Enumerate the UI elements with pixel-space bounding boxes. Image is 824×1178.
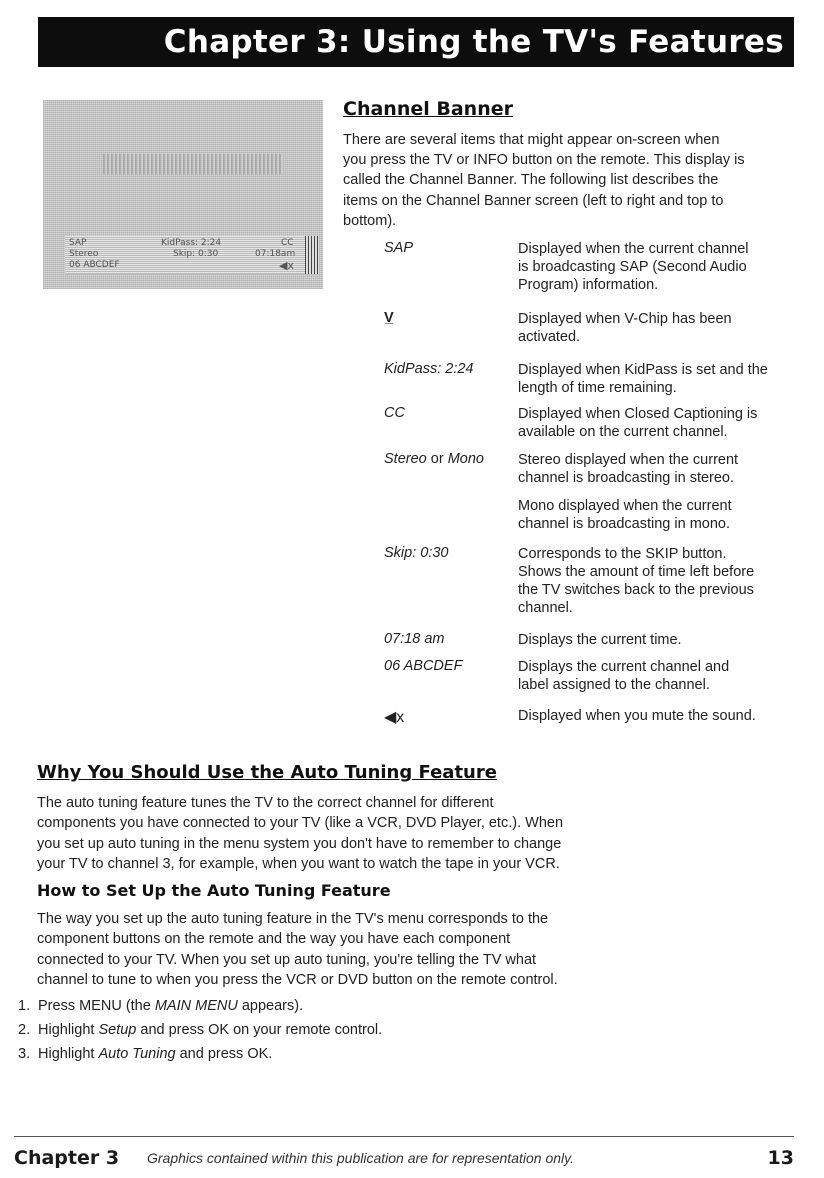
onscreen-banner: [65, 236, 319, 274]
step-text: and press OK on your remote control.: [136, 1022, 383, 1038]
desc-line: Displayed when the current channel: [518, 241, 749, 257]
desc-line: activated.: [518, 329, 581, 345]
item-key-skip: Skip: 0:30: [384, 545, 449, 561]
item-desc-time: [518, 631, 794, 649]
desc-line: is broadcasting SAP (Second Audio: [518, 259, 747, 275]
step-text: appears).: [237, 998, 304, 1014]
step-text: Press MENU (the: [38, 998, 155, 1014]
banner-cc: CC: [281, 238, 294, 248]
desc-line: Stereo displayed when the current: [518, 452, 739, 468]
channel-banner-heading: Channel Banner: [343, 98, 513, 120]
step-text: Highlight: [38, 1022, 99, 1038]
desc-line: Displayed when V-Chip has been: [518, 311, 732, 327]
step-item: [18, 1022, 382, 1038]
desc-line: Displayed when you mute the sound.: [518, 708, 756, 724]
desc-line: the TV switches back to the previous: [518, 582, 754, 598]
desc-line: Displayed when Closed Captioning is: [518, 406, 758, 422]
intro-line: There are several items that might appear on-screen when: [343, 132, 720, 148]
step-number: 2.: [18, 1022, 31, 1038]
desc-line: label assigned to the channel.: [518, 677, 710, 693]
chapter-title: Chapter 3: Using the TV's Features: [163, 24, 784, 60]
desc-line: Displays the current time.: [518, 632, 682, 648]
banner-stereo: Stereo: [69, 249, 99, 259]
stereo-label: Stereo: [384, 451, 427, 467]
step-emphasis: MAIN MENU: [154, 998, 238, 1014]
body-line: connected to your TV. When you set up auto tuning, you're telling the TV what: [37, 952, 537, 968]
intro-line: bottom).: [343, 213, 397, 229]
step-text: Highlight: [38, 1046, 99, 1062]
footer-chapter: Chapter 3: [14, 1147, 120, 1169]
body-line: components you have connected to your TV (like a VCR, DVD Player, etc.). When: [37, 815, 564, 831]
setup-heading: How to Set Up the Auto Tuning Feature: [37, 881, 391, 900]
body-line: The way you set up the auto tuning feature in the TV's menu corresponds to the: [37, 911, 549, 927]
body-line: your TV to channel 3, for example, when you want to watch the tape in your VCR.: [37, 856, 560, 872]
item-key-sap: SAP: [384, 240, 414, 256]
intro-line: called the Channel Banner. The following list describes the: [343, 172, 719, 188]
body-line: component buttons on the remote and the way you have each component: [37, 931, 511, 947]
item-key-stereo-mono: [384, 451, 484, 467]
desc-line: Program) information.: [518, 277, 659, 293]
mute-icon: ◀x: [384, 709, 405, 726]
vchip-icon: V̲: [384, 310, 394, 326]
footer-note: Graphics contained within this publication are for representation only.: [147, 1150, 574, 1166]
desc-line: Corresponds to the SKIP button.: [518, 546, 727, 562]
item-desc-kidpass: [518, 361, 794, 397]
step-item: [18, 1046, 272, 1062]
desc-line: Displayed when KidPass is set and the: [518, 362, 768, 378]
banner-skip: Skip: 0:30: [173, 249, 219, 259]
footer-divider: [14, 1136, 794, 1137]
page-number: 13: [767, 1147, 794, 1169]
desc-line: channel is broadcasting in stereo.: [518, 470, 735, 486]
desc-line: length of time remaining.: [518, 380, 677, 396]
desc-line: channel.: [518, 600, 573, 616]
mono-label: Mono: [447, 451, 484, 467]
step-number: 3.: [18, 1046, 31, 1062]
item-desc-vchip: [518, 310, 794, 346]
body-line: The auto tuning feature tunes the TV to the correct channel for different: [37, 795, 494, 811]
step-emphasis: Auto Tuning: [98, 1046, 176, 1062]
step-text: and press OK.: [175, 1046, 273, 1062]
channel-banner-screenshot: [43, 100, 323, 289]
chapter-header-bar: [38, 17, 794, 67]
intro-line: items on the Channel Banner screen (left to right and top to: [343, 193, 724, 209]
item-desc-mute: [518, 707, 794, 725]
step-item: [18, 998, 303, 1014]
banner-kidpass: KidPass: 2:24: [161, 238, 222, 248]
auto-tuning-heading: Why You Should Use the Auto Tuning Feature: [37, 762, 497, 783]
item-key-kidpass: KidPass: 2:24: [384, 361, 474, 377]
banner-channel: 06 ABCDEF: [69, 260, 120, 270]
item-desc-channel: [518, 658, 794, 694]
intro-line: you press the TV or INFO button on the remote. This display is: [343, 152, 745, 168]
desc-line: available on the current channel.: [518, 424, 728, 440]
item-key-channel: 06 ABCDEF: [384, 658, 463, 674]
item-desc-mono: [518, 497, 794, 533]
desc-line: Shows the amount of time left before: [518, 564, 755, 580]
or-label: or: [426, 451, 448, 467]
item-desc-skip: [518, 545, 794, 617]
body-line: channel to tune to when you press the VCR or DVD button on the remote control.: [37, 972, 558, 988]
step-emphasis: Setup: [98, 1022, 137, 1038]
item-desc-cc: [518, 405, 794, 441]
item-key-time: 07:18 am: [384, 631, 445, 647]
screen-picture-area: [103, 154, 283, 174]
banner-sap: SAP: [69, 238, 87, 248]
step-number: 1.: [18, 998, 31, 1014]
desc-line: Displays the current channel and: [518, 659, 730, 675]
desc-line: channel is broadcasting in mono.: [518, 516, 730, 532]
item-key-cc: CC: [384, 405, 405, 421]
item-desc-stereo: [518, 451, 794, 487]
mute-icon: ◀x: [279, 259, 294, 272]
body-line: you set up auto tuning in the menu system you don't have to remember to change: [37, 836, 562, 852]
item-desc-sap: [518, 240, 794, 294]
banner-side-bar: [305, 236, 319, 274]
banner-time: 07:18am: [255, 249, 296, 259]
desc-line: Mono displayed when the current: [518, 498, 732, 514]
